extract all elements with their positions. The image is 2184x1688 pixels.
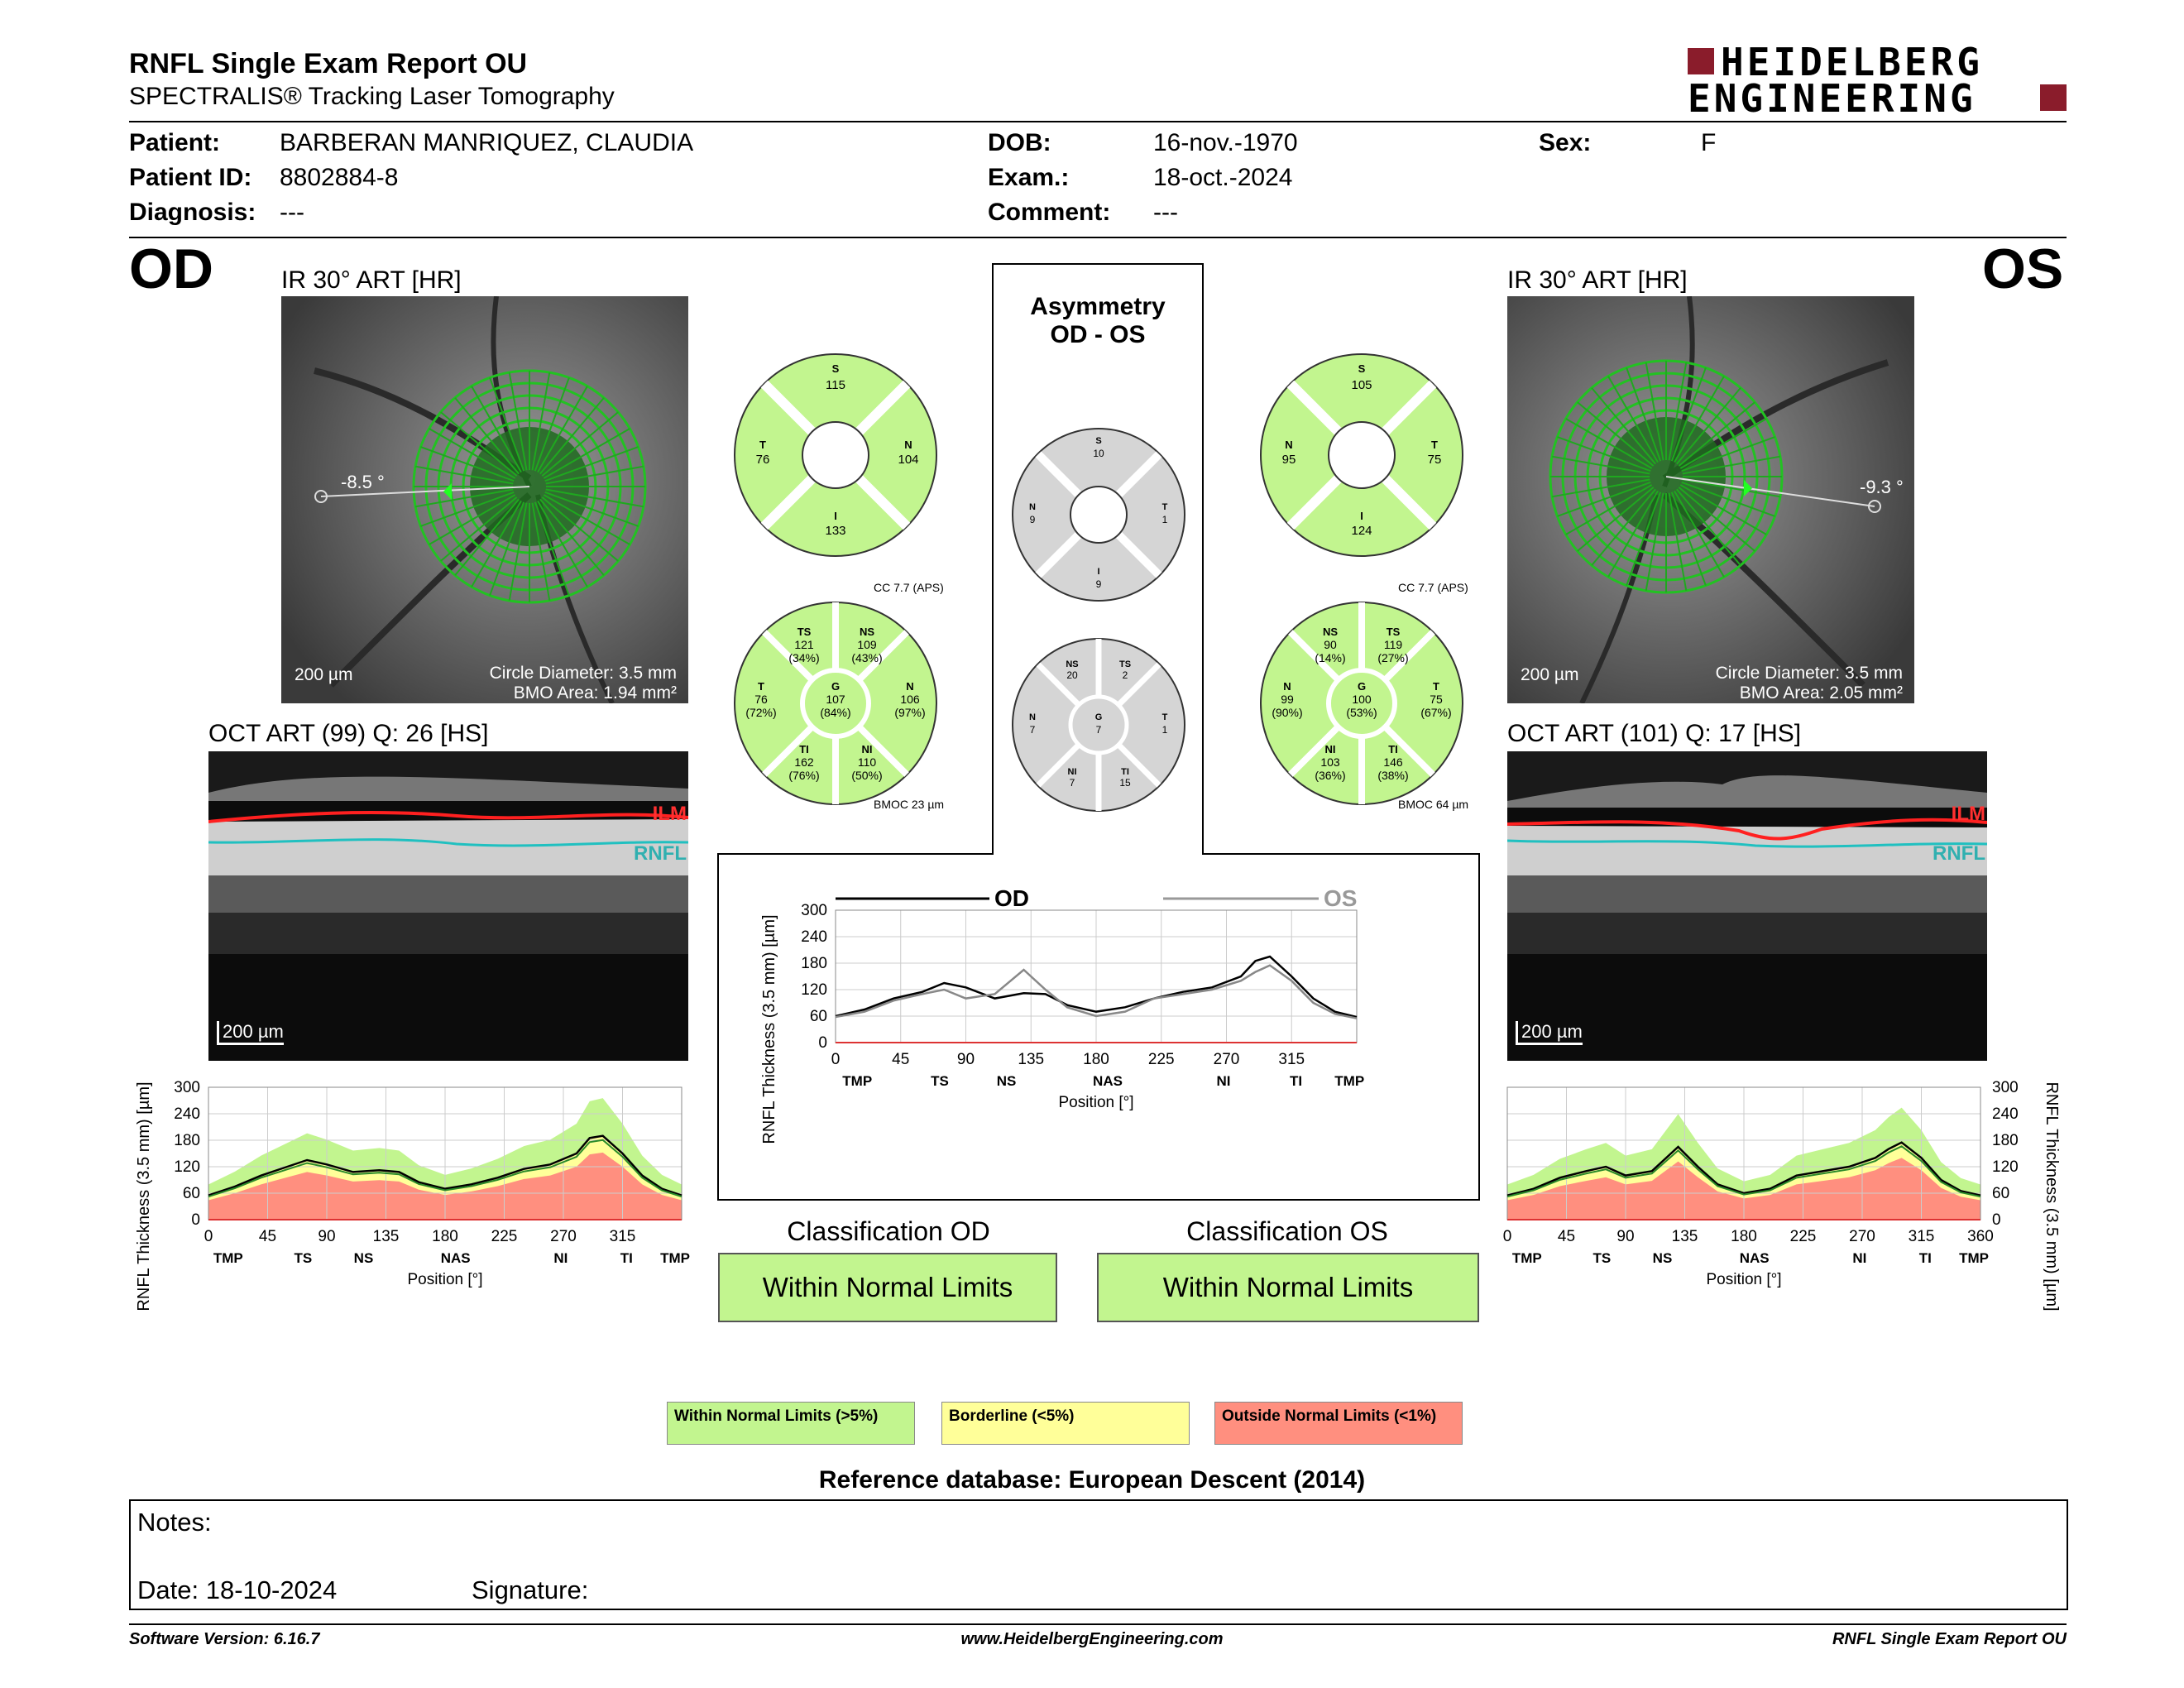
od-bmoc: BMOC 23 µm bbox=[874, 798, 945, 811]
svg-text:T: T bbox=[1161, 712, 1168, 722]
classification-od-box: Within Normal Limits bbox=[718, 1253, 1057, 1322]
os-cc: CC 7.7 (APS) bbox=[1398, 581, 1468, 594]
os-bmo-area: BMO Area: 2.05 mm² bbox=[1739, 683, 1903, 703]
comment-label: Comment: bbox=[988, 199, 1111, 226]
os-angle: -9.3 ° bbox=[1860, 477, 1904, 497]
os-y-label: RNFL Thickness (3.5 mm) [µm] bbox=[2043, 1081, 2061, 1312]
asymmetry-title: Asymmetry bbox=[1030, 293, 1166, 320]
os-q-t: 75 bbox=[1427, 453, 1442, 467]
os-s-t-p: (67%) bbox=[1420, 706, 1452, 719]
patient-id-label: Patient ID: bbox=[129, 164, 252, 191]
os-s-ns-p: (14%) bbox=[1315, 651, 1346, 664]
svg-text:S: S bbox=[1358, 362, 1366, 375]
sector-label: NS bbox=[996, 1073, 1017, 1089]
exam-value: 18-oct.-2024 bbox=[1153, 164, 1293, 191]
sector-label: NAS bbox=[1093, 1073, 1123, 1089]
os-profile-chart bbox=[1501, 1072, 2063, 1321]
od-s-ni-p: (50%) bbox=[851, 769, 883, 782]
legend-borderline: Borderline (<5%) bbox=[941, 1402, 1190, 1445]
os-fundus-image bbox=[1507, 296, 1914, 703]
svg-text:G: G bbox=[1357, 680, 1367, 693]
svg-text:S: S bbox=[1095, 436, 1102, 446]
od-s-n-p: (97%) bbox=[894, 706, 926, 719]
x-tick: 90 bbox=[1616, 1228, 1635, 1245]
svg-text:G: G bbox=[1094, 712, 1103, 722]
dob-value: 16-nov.-1970 bbox=[1153, 129, 1298, 156]
x-axis-label: Position [°] bbox=[407, 1271, 483, 1288]
os-oct-image bbox=[1507, 751, 1987, 1061]
od-rnfl-label: RNFL bbox=[634, 842, 687, 865]
y-tick: 60 bbox=[182, 1185, 200, 1202]
reference-database: Reference database: European Descent (2014) bbox=[818, 1466, 1366, 1494]
y-tick: 60 bbox=[1992, 1185, 2010, 1202]
od-oct-title: OCT ART (99) Q: 26 [HS] bbox=[208, 720, 489, 747]
y-tick: 240 bbox=[174, 1105, 200, 1123]
exam-label: Exam.: bbox=[988, 164, 1070, 191]
asymmetry-profile-chart bbox=[745, 880, 1423, 1145]
od-bmo-area: BMO Area: 1.94 mm² bbox=[513, 683, 677, 703]
y-tick: 180 bbox=[1992, 1132, 2019, 1149]
x-tick: 225 bbox=[1147, 1051, 1175, 1068]
od-q-n: 104 bbox=[898, 453, 919, 467]
svg-text:NI: NI bbox=[1324, 743, 1336, 755]
legend-normal: Within Normal Limits (>5%) bbox=[667, 1402, 915, 1445]
os-rnfl-label: RNFL bbox=[1933, 842, 1985, 865]
classification-od-title: Classification OD bbox=[787, 1216, 990, 1246]
os-s-ti: 146 bbox=[1383, 755, 1403, 769]
asym-legend-os: OS bbox=[1324, 885, 1358, 911]
sector-label: NAS bbox=[1739, 1250, 1770, 1266]
report-title: RNFL Single Exam Report OU bbox=[129, 48, 528, 79]
sector-label: NI bbox=[1852, 1250, 1867, 1266]
x-tick: 45 bbox=[892, 1051, 910, 1068]
y-tick: 240 bbox=[1992, 1105, 2019, 1123]
asym-q-s: 10 bbox=[1093, 448, 1104, 459]
sector-label: NS bbox=[1652, 1250, 1673, 1266]
patient-id: 8802884-8 bbox=[280, 164, 399, 191]
svg-text:NI: NI bbox=[861, 743, 873, 755]
svg-text:TI: TI bbox=[1121, 767, 1129, 777]
svg-text:T: T bbox=[758, 680, 764, 693]
y-tick: 120 bbox=[1992, 1158, 2019, 1176]
logo-text-1: HEIDELBERG bbox=[1721, 40, 1983, 84]
od-ir-title: IR 30° ART [HR] bbox=[281, 266, 462, 294]
svg-text:NI: NI bbox=[1067, 767, 1077, 777]
svg-text:N: N bbox=[906, 680, 914, 693]
os-s-g-p: (53%) bbox=[1346, 706, 1377, 719]
notes-signature: Signature: bbox=[472, 1575, 589, 1604]
svg-text:TI: TI bbox=[1388, 743, 1398, 755]
sector-label: NI bbox=[553, 1250, 568, 1266]
svg-text:T: T bbox=[1431, 439, 1438, 451]
sector-label: TMP bbox=[660, 1250, 691, 1266]
os-s-ts-p: (27%) bbox=[1377, 651, 1409, 664]
y-tick: 0 bbox=[1992, 1211, 2001, 1229]
notes-label: Notes: bbox=[137, 1508, 212, 1537]
patient-name: BARBERAN MANRIQUEZ, CLAUDIA bbox=[280, 129, 694, 156]
os-scale: 200 µm bbox=[1521, 665, 1579, 684]
od-s-ts: 121 bbox=[794, 638, 814, 651]
x-tick: 315 bbox=[1908, 1228, 1935, 1245]
asym-s-ni: 7 bbox=[1069, 777, 1075, 789]
os-s-ns: 90 bbox=[1324, 638, 1337, 651]
os-quadrant-chart bbox=[1254, 348, 1469, 563]
y-tick: 300 bbox=[1992, 1079, 2019, 1096]
comment-value: --- bbox=[1153, 199, 1178, 226]
asym-quadrant-chart bbox=[1008, 424, 1190, 606]
od-oct-scale: 200 µm bbox=[217, 1021, 284, 1045]
sector-label: TMP bbox=[1959, 1250, 1990, 1266]
sector-label: TS bbox=[931, 1073, 949, 1089]
x-tick: 180 bbox=[1083, 1051, 1109, 1068]
notes-box bbox=[129, 1499, 2068, 1610]
od-oct-image bbox=[208, 751, 688, 1061]
software-version: Software Version: 6.16.7 bbox=[129, 1630, 320, 1648]
x-tick: 90 bbox=[956, 1051, 975, 1068]
sector-label: TMP bbox=[842, 1073, 873, 1089]
os-s-ti-p: (38%) bbox=[1377, 769, 1409, 782]
dob-label: DOB: bbox=[988, 129, 1051, 156]
x-tick: 45 bbox=[258, 1228, 277, 1245]
x-tick: 135 bbox=[1671, 1228, 1698, 1245]
os-q-n: 95 bbox=[1281, 453, 1296, 467]
svg-text:S: S bbox=[831, 362, 840, 375]
website: www.HeidelbergEngineering.com bbox=[960, 1630, 1224, 1648]
asym-s-ts: 2 bbox=[1122, 669, 1128, 681]
asym-s-n: 7 bbox=[1029, 724, 1036, 736]
svg-text:I: I bbox=[1097, 567, 1100, 577]
y-tick: 180 bbox=[174, 1132, 200, 1149]
os-q-i: 124 bbox=[1351, 524, 1372, 538]
x-axis-label: Position [°] bbox=[1706, 1271, 1782, 1288]
od-cc: CC 7.7 (APS) bbox=[874, 581, 944, 594]
od-q-t: 76 bbox=[755, 453, 770, 467]
os-ilm-label: ILM bbox=[1951, 803, 1985, 825]
od-fundus-image bbox=[281, 296, 688, 703]
footer-report: RNFL Single Exam Report OU bbox=[1832, 1630, 2067, 1648]
sex-label: Sex: bbox=[1539, 129, 1592, 156]
od-s-g-p: (84%) bbox=[820, 706, 851, 719]
asym-s-ns: 20 bbox=[1066, 669, 1078, 681]
y-tick: 0 bbox=[818, 1034, 827, 1052]
od-profile-chart bbox=[132, 1072, 695, 1321]
os-s-n-p: (90%) bbox=[1272, 706, 1303, 719]
od-s-ns: 109 bbox=[857, 638, 877, 651]
svg-text:TS: TS bbox=[1118, 659, 1132, 669]
sex-value: F bbox=[1701, 129, 1717, 156]
asym-s-ti: 15 bbox=[1119, 777, 1131, 789]
os-s-ni: 103 bbox=[1320, 755, 1340, 769]
sector-label: TMP bbox=[1511, 1250, 1542, 1266]
od-s-t-p: (72%) bbox=[745, 706, 777, 719]
x-tick: 0 bbox=[204, 1228, 213, 1245]
y-tick: 300 bbox=[801, 902, 827, 919]
sector-label: TI bbox=[1918, 1250, 1932, 1266]
sector-label: TS bbox=[294, 1250, 313, 1266]
asym-legend-od: OD bbox=[994, 885, 1029, 911]
y-tick: 120 bbox=[174, 1158, 200, 1176]
os-oct-scale: 200 µm bbox=[1516, 1021, 1583, 1045]
sector-label: TI bbox=[620, 1250, 633, 1266]
x-tick: 225 bbox=[1789, 1228, 1817, 1245]
sector-label: NS bbox=[353, 1250, 374, 1266]
svg-text:N: N bbox=[1029, 502, 1036, 512]
svg-text:T: T bbox=[1161, 502, 1168, 512]
sector-label: TI bbox=[1289, 1073, 1303, 1089]
diagnosis-value: --- bbox=[280, 199, 304, 226]
x-tick: 135 bbox=[372, 1228, 400, 1245]
od-s-g: 107 bbox=[826, 693, 845, 706]
x-tick: 45 bbox=[1557, 1228, 1576, 1245]
od-angle: -8.5 ° bbox=[341, 472, 385, 492]
os-s-ts: 119 bbox=[1383, 638, 1403, 651]
od-q-i: 133 bbox=[825, 524, 846, 538]
os-circle-diameter: Circle Diameter: 3.5 mm bbox=[1715, 664, 1903, 683]
x-tick: 135 bbox=[1018, 1051, 1045, 1068]
sector-label: TMP bbox=[213, 1250, 243, 1266]
od-s-n: 106 bbox=[900, 693, 920, 706]
x-tick: 270 bbox=[1213, 1051, 1240, 1068]
od-circle-diameter: Circle Diameter: 3.5 mm bbox=[489, 664, 677, 683]
od-s-ts-p: (34%) bbox=[788, 651, 820, 664]
x-tick: 0 bbox=[1502, 1228, 1512, 1245]
x-tick: 180 bbox=[1731, 1228, 1757, 1245]
svg-text:I: I bbox=[834, 510, 837, 522]
classification-os-box: Within Normal Limits bbox=[1097, 1253, 1479, 1322]
od-s-ti: 162 bbox=[794, 755, 814, 769]
sector-label: TS bbox=[1592, 1250, 1612, 1266]
os-oct-title: OCT ART (101) Q: 17 [HS] bbox=[1507, 720, 1802, 747]
os-eye-label: OS bbox=[1982, 237, 2064, 300]
od-s-t: 76 bbox=[754, 693, 768, 706]
asym-s-t: 1 bbox=[1161, 724, 1168, 736]
svg-text:N: N bbox=[1285, 439, 1293, 451]
od-s-ns-p: (43%) bbox=[851, 651, 883, 664]
svg-text:N: N bbox=[904, 439, 912, 451]
y-tick: 180 bbox=[801, 955, 827, 972]
od-q-s: 115 bbox=[826, 378, 845, 392]
y-tick: 240 bbox=[801, 928, 827, 946]
x-tick: 0 bbox=[831, 1051, 841, 1068]
svg-text:TS: TS bbox=[1386, 626, 1401, 638]
y-tick: 120 bbox=[801, 981, 827, 999]
x-axis-label: Position [°] bbox=[1058, 1094, 1134, 1111]
asym-q-i: 9 bbox=[1095, 578, 1102, 590]
logo-text-2: ENGINEERING bbox=[1688, 76, 1976, 121]
y-tick: 0 bbox=[191, 1211, 200, 1229]
od-y-label: RNFL Thickness (3.5 mm) [µm] bbox=[135, 1081, 153, 1312]
os-q-s: 105 bbox=[1351, 378, 1372, 392]
y-tick: 60 bbox=[809, 1008, 827, 1025]
svg-text:T: T bbox=[759, 439, 766, 451]
diagnosis-label: Diagnosis: bbox=[129, 199, 256, 226]
os-s-ni-p: (36%) bbox=[1315, 769, 1346, 782]
sector-label: NAS bbox=[440, 1250, 471, 1266]
legend-outside: Outside Normal Limits (<1%) bbox=[1214, 1402, 1463, 1445]
os-bmoc: BMOC 64 µm bbox=[1398, 798, 1469, 811]
svg-text:NS: NS bbox=[1066, 659, 1079, 669]
classification-os-title: Classification OS bbox=[1186, 1216, 1388, 1246]
od-ilm-label: ILM bbox=[652, 803, 687, 825]
sector-label: NI bbox=[1216, 1073, 1231, 1089]
asym-y-label: RNFL Thickness (3.5 mm) [µm] bbox=[760, 914, 778, 1144]
x-tick: 360 bbox=[1967, 1228, 1994, 1245]
svg-text:T: T bbox=[1433, 680, 1439, 693]
svg-text:N: N bbox=[1029, 712, 1036, 722]
svg-text:TI: TI bbox=[799, 743, 809, 755]
report-subtitle: SPECTRALIS® Tracking Laser Tomography bbox=[129, 83, 615, 110]
svg-text:TS: TS bbox=[797, 626, 812, 638]
x-tick: 315 bbox=[609, 1228, 636, 1245]
asym-q-t: 1 bbox=[1161, 514, 1168, 525]
svg-text:I: I bbox=[1360, 510, 1363, 522]
svg-text:NS: NS bbox=[1322, 626, 1339, 638]
od-eye-label: OD bbox=[129, 237, 213, 300]
x-tick: 315 bbox=[1278, 1051, 1305, 1068]
os-s-g: 100 bbox=[1352, 693, 1372, 706]
notes-date: Date: 18-10-2024 bbox=[137, 1575, 338, 1604]
y-tick: 300 bbox=[174, 1079, 200, 1096]
asym-s-g: 7 bbox=[1095, 724, 1102, 736]
od-scale: 200 µm bbox=[295, 665, 353, 684]
od-s-ni: 110 bbox=[857, 755, 877, 769]
x-tick: 270 bbox=[1849, 1228, 1875, 1245]
x-tick: 180 bbox=[432, 1228, 458, 1245]
os-s-n: 99 bbox=[1281, 693, 1294, 706]
patient-label: Patient: bbox=[129, 129, 221, 156]
os-ir-title: IR 30° ART [HR] bbox=[1507, 266, 1688, 294]
asymmetry-subtitle: OD - OS bbox=[1050, 321, 1146, 348]
svg-text:NS: NS bbox=[859, 626, 875, 638]
svg-text:G: G bbox=[831, 680, 841, 693]
od-s-ti-p: (76%) bbox=[788, 769, 820, 782]
x-tick: 270 bbox=[550, 1228, 577, 1245]
asym-q-n: 9 bbox=[1029, 514, 1036, 525]
os-sector-chart bbox=[1254, 596, 1469, 811]
heidelberg-logo bbox=[1688, 40, 2068, 121]
x-tick: 225 bbox=[491, 1228, 518, 1245]
x-tick: 90 bbox=[318, 1228, 336, 1245]
sector-label: TMP bbox=[1334, 1073, 1365, 1089]
svg-text:N: N bbox=[1283, 680, 1291, 693]
os-s-t: 75 bbox=[1430, 693, 1443, 706]
asym-sector-chart bbox=[1008, 634, 1190, 816]
